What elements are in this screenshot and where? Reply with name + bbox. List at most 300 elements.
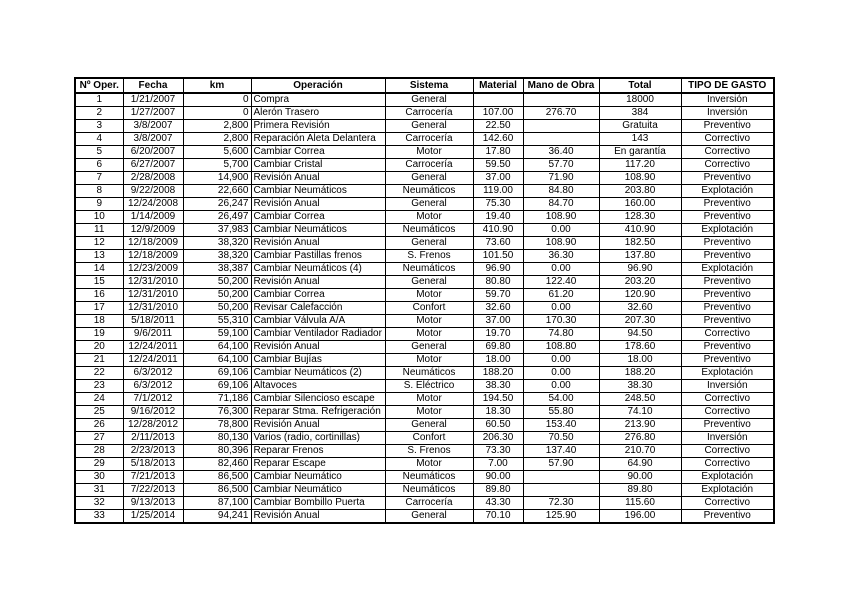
cell-mano-de-obra: 0.00	[523, 302, 599, 315]
cell-tipo-de-gasto: Preventivo	[681, 211, 774, 224]
cell-operacion: Revisión Anual	[251, 198, 385, 211]
cell-sistema: General	[385, 237, 473, 250]
cell-sistema: Carrocería	[385, 107, 473, 120]
header-sistema: Sistema	[385, 78, 473, 93]
table-row	[75, 419, 774, 432]
cell-material: 80.80	[473, 276, 523, 289]
cell-num-oper: 12	[75, 237, 123, 250]
cell-operacion: Revisión Anual	[251, 341, 385, 354]
header-operacion: Operación	[251, 78, 385, 93]
cell-mano-de-obra	[523, 120, 599, 133]
table-row	[75, 185, 774, 198]
cell-sistema: Motor	[385, 393, 473, 406]
cell-sistema: Motor	[385, 354, 473, 367]
header-num-oper: Nº Oper.	[75, 78, 123, 93]
cell-mano-de-obra	[523, 471, 599, 484]
cell-total: 18000	[599, 93, 681, 107]
cell-fecha: 2/23/2013	[123, 445, 183, 458]
cell-material: 19.40	[473, 211, 523, 224]
cell-num-oper: 5	[75, 146, 123, 159]
cell-material: 70.10	[473, 510, 523, 524]
cell-num-oper: 3	[75, 120, 123, 133]
cell-km: 86,500	[183, 471, 251, 484]
cell-mano-de-obra: 122.40	[523, 276, 599, 289]
cell-km: 37,983	[183, 224, 251, 237]
cell-mano-de-obra: 0.00	[523, 380, 599, 393]
header-mano-de-obra: Mano de Obra	[523, 78, 599, 93]
header-material: Material	[473, 78, 523, 93]
cell-tipo-de-gasto: Inversión	[681, 432, 774, 445]
cell-operacion: Cambiar Pastillas frenos	[251, 250, 385, 263]
cell-tipo-de-gasto: Correctivo	[681, 159, 774, 172]
table-row	[75, 497, 774, 510]
cell-material: 90.00	[473, 471, 523, 484]
cell-tipo-de-gasto: Explotación	[681, 367, 774, 380]
cell-km: 82,460	[183, 458, 251, 471]
cell-sistema: Neumáticos	[385, 224, 473, 237]
cell-operacion: Varios (radio, cortinillas)	[251, 432, 385, 445]
table-row	[75, 250, 774, 263]
cell-fecha: 3/8/2007	[123, 133, 183, 146]
cell-operacion: Revisión Anual	[251, 276, 385, 289]
cell-material: 18.00	[473, 354, 523, 367]
cell-total: 203.80	[599, 185, 681, 198]
cell-tipo-de-gasto: Preventivo	[681, 276, 774, 289]
cell-material: 7.00	[473, 458, 523, 471]
cell-total: 74.10	[599, 406, 681, 419]
table-row	[75, 146, 774, 159]
cell-tipo-de-gasto: Preventivo	[681, 237, 774, 250]
cell-km: 76,300	[183, 406, 251, 419]
cell-fecha: 9/22/2008	[123, 185, 183, 198]
cell-sistema: General	[385, 120, 473, 133]
cell-fecha: 6/27/2007	[123, 159, 183, 172]
cell-km: 80,396	[183, 445, 251, 458]
cell-material: 60.50	[473, 419, 523, 432]
cell-num-oper: 8	[75, 185, 123, 198]
cell-num-oper: 14	[75, 263, 123, 276]
cell-sistema: Motor	[385, 146, 473, 159]
cell-num-oper: 20	[75, 341, 123, 354]
cell-material: 75.30	[473, 198, 523, 211]
cell-material: 96.90	[473, 263, 523, 276]
cell-mano-de-obra: 108.90	[523, 237, 599, 250]
cell-fecha: 7/21/2013	[123, 471, 183, 484]
cell-tipo-de-gasto: Preventivo	[681, 315, 774, 328]
cell-sistema: Motor	[385, 406, 473, 419]
cell-total: 213.90	[599, 419, 681, 432]
cell-sistema: Motor	[385, 289, 473, 302]
cell-km: 5,700	[183, 159, 251, 172]
cell-mano-de-obra: 153.40	[523, 419, 599, 432]
cell-tipo-de-gasto: Correctivo	[681, 445, 774, 458]
cell-tipo-de-gasto: Preventivo	[681, 198, 774, 211]
cell-km: 38,320	[183, 237, 251, 250]
cell-fecha: 6/3/2012	[123, 367, 183, 380]
table-row	[75, 133, 774, 146]
cell-operacion: Cambiar Neumáticos	[251, 185, 385, 198]
table-row	[75, 172, 774, 185]
table-row	[75, 93, 774, 107]
table-row	[75, 302, 774, 315]
cell-fecha: 12/18/2009	[123, 250, 183, 263]
cell-mano-de-obra: 108.80	[523, 341, 599, 354]
cell-material	[473, 93, 523, 107]
cell-sistema: General	[385, 510, 473, 524]
cell-tipo-de-gasto: Inversión	[681, 107, 774, 120]
cell-material: 22.50	[473, 120, 523, 133]
table-row	[75, 224, 774, 237]
table-row	[75, 510, 774, 524]
cell-km: 26,247	[183, 198, 251, 211]
cell-material: 107.00	[473, 107, 523, 120]
cell-total: 117.20	[599, 159, 681, 172]
cell-km: 87,100	[183, 497, 251, 510]
cell-fecha: 6/3/2012	[123, 380, 183, 393]
cell-operacion: Cambiar Cristal	[251, 159, 385, 172]
cell-material: 410.90	[473, 224, 523, 237]
cell-mano-de-obra: 54.00	[523, 393, 599, 406]
cell-km: 50,200	[183, 276, 251, 289]
header-km: km	[183, 78, 251, 93]
cell-fecha: 12/18/2009	[123, 237, 183, 250]
cell-operacion: Cambiar Silencioso escape	[251, 393, 385, 406]
table-row	[75, 393, 774, 406]
cell-operacion: Revisar Calefacción	[251, 302, 385, 315]
table-row	[75, 107, 774, 120]
cell-mano-de-obra: 84.80	[523, 185, 599, 198]
cell-total: 137.80	[599, 250, 681, 263]
cell-material: 194.50	[473, 393, 523, 406]
cell-km: 69,106	[183, 367, 251, 380]
cell-num-oper: 1	[75, 93, 123, 107]
cell-num-oper: 7	[75, 172, 123, 185]
cell-fecha: 7/22/2013	[123, 484, 183, 497]
cell-fecha: 12/31/2010	[123, 289, 183, 302]
header-row	[75, 78, 774, 93]
cell-mano-de-obra: 70.50	[523, 432, 599, 445]
table-row	[75, 237, 774, 250]
table-row	[75, 458, 774, 471]
cell-tipo-de-gasto: Preventivo	[681, 289, 774, 302]
cell-km: 78,800	[183, 419, 251, 432]
cell-fecha: 9/16/2012	[123, 406, 183, 419]
cell-km: 14,900	[183, 172, 251, 185]
cell-fecha: 1/21/2007	[123, 93, 183, 107]
cell-operacion: Altavoces	[251, 380, 385, 393]
cell-sistema: Neumáticos	[385, 484, 473, 497]
cell-total: Gratuita	[599, 120, 681, 133]
cell-km: 2,800	[183, 120, 251, 133]
cell-sistema: S. Frenos	[385, 250, 473, 263]
cell-material: 32.60	[473, 302, 523, 315]
table-row	[75, 328, 774, 341]
cell-num-oper: 33	[75, 510, 123, 524]
cell-total: 196.00	[599, 510, 681, 524]
cell-fecha: 1/27/2007	[123, 107, 183, 120]
cell-material: 73.60	[473, 237, 523, 250]
table-row	[75, 289, 774, 302]
cell-total: 160.00	[599, 198, 681, 211]
cell-num-oper: 15	[75, 276, 123, 289]
cell-material: 59.50	[473, 159, 523, 172]
cell-km: 26,497	[183, 211, 251, 224]
cell-operacion: Revisión Anual	[251, 237, 385, 250]
cell-km: 38,320	[183, 250, 251, 263]
cell-sistema: Neumáticos	[385, 471, 473, 484]
cell-km: 80,130	[183, 432, 251, 445]
cell-fecha: 3/8/2007	[123, 120, 183, 133]
cell-operacion: Reparación Aleta Delantera	[251, 133, 385, 146]
cell-total: 115.60	[599, 497, 681, 510]
cell-mano-de-obra: 0.00	[523, 354, 599, 367]
cell-fecha: 1/14/2009	[123, 211, 183, 224]
cell-tipo-de-gasto: Explotación	[681, 484, 774, 497]
cell-material: 37.00	[473, 315, 523, 328]
cell-material: 73.30	[473, 445, 523, 458]
cell-num-oper: 31	[75, 484, 123, 497]
cell-fecha: 2/28/2008	[123, 172, 183, 185]
cell-sistema: S. Eléctrico	[385, 380, 473, 393]
cell-operacion: Reparar Escape	[251, 458, 385, 471]
cell-num-oper: 6	[75, 159, 123, 172]
cell-mano-de-obra: 74.80	[523, 328, 599, 341]
table-row	[75, 198, 774, 211]
cell-mano-de-obra: 71.90	[523, 172, 599, 185]
table-row	[75, 367, 774, 380]
cell-operacion: Cambiar Correa	[251, 146, 385, 159]
cell-fecha: 9/13/2013	[123, 497, 183, 510]
cell-mano-de-obra: 276.70	[523, 107, 599, 120]
cell-operacion: Reparar Stma. Refrigeración	[251, 406, 385, 419]
cell-operacion: Compra	[251, 93, 385, 107]
cell-num-oper: 9	[75, 198, 123, 211]
cell-tipo-de-gasto: Inversión	[681, 93, 774, 107]
cell-mano-de-obra: 137.40	[523, 445, 599, 458]
cell-mano-de-obra: 0.00	[523, 224, 599, 237]
cell-fecha: 12/23/2009	[123, 263, 183, 276]
cell-km: 5,600	[183, 146, 251, 159]
cell-operacion: Cambiar Bombillo Puerta	[251, 497, 385, 510]
cell-sistema: General	[385, 198, 473, 211]
cell-sistema: Motor	[385, 458, 473, 471]
cell-sistema: Neumáticos	[385, 263, 473, 276]
cell-km: 0	[183, 107, 251, 120]
cell-sistema: S. Frenos	[385, 445, 473, 458]
cell-fecha: 12/24/2011	[123, 341, 183, 354]
cell-material: 18.30	[473, 406, 523, 419]
cell-fecha: 2/11/2013	[123, 432, 183, 445]
cell-num-oper: 30	[75, 471, 123, 484]
cell-material: 59.70	[473, 289, 523, 302]
table-row	[75, 380, 774, 393]
table-row	[75, 406, 774, 419]
cell-fecha: 12/31/2010	[123, 276, 183, 289]
cell-tipo-de-gasto: Correctivo	[681, 133, 774, 146]
cell-fecha: 12/28/2012	[123, 419, 183, 432]
cell-fecha: 12/24/2011	[123, 354, 183, 367]
cell-operacion: Revisión Anual	[251, 172, 385, 185]
cell-km: 71,186	[183, 393, 251, 406]
table-row	[75, 211, 774, 224]
cell-tipo-de-gasto: Correctivo	[681, 406, 774, 419]
table-row	[75, 315, 774, 328]
cell-sistema: General	[385, 419, 473, 432]
cell-km: 22,660	[183, 185, 251, 198]
cell-total: 89.80	[599, 484, 681, 497]
cell-fecha: 12/9/2009	[123, 224, 183, 237]
cell-total: 108.90	[599, 172, 681, 185]
table-row	[75, 432, 774, 445]
cell-num-oper: 21	[75, 354, 123, 367]
cell-fecha: 12/31/2010	[123, 302, 183, 315]
cell-mano-de-obra: 55.80	[523, 406, 599, 419]
cell-mano-de-obra: 72.30	[523, 497, 599, 510]
cell-tipo-de-gasto: Explotación	[681, 263, 774, 276]
cell-km: 0	[183, 93, 251, 107]
cell-sistema: Carrocería	[385, 133, 473, 146]
cell-operacion: Revisión Anual	[251, 419, 385, 432]
cell-operacion: Primera Revisión	[251, 120, 385, 133]
cell-sistema: Carrocería	[385, 497, 473, 510]
cell-total: En garantía	[599, 146, 681, 159]
table-row	[75, 159, 774, 172]
cell-sistema: General	[385, 172, 473, 185]
cell-total: 207.30	[599, 315, 681, 328]
cell-material: 19.70	[473, 328, 523, 341]
cell-tipo-de-gasto: Correctivo	[681, 328, 774, 341]
table-row	[75, 276, 774, 289]
cell-material: 101.50	[473, 250, 523, 263]
cell-mano-de-obra: 108.90	[523, 211, 599, 224]
cell-total: 210.70	[599, 445, 681, 458]
cell-mano-de-obra: 61.20	[523, 289, 599, 302]
cell-sistema: General	[385, 93, 473, 107]
cell-total: 188.20	[599, 367, 681, 380]
cell-tipo-de-gasto: Inversión	[681, 380, 774, 393]
cell-num-oper: 27	[75, 432, 123, 445]
cell-tipo-de-gasto: Explotación	[681, 185, 774, 198]
cell-num-oper: 13	[75, 250, 123, 263]
cell-mano-de-obra	[523, 133, 599, 146]
cell-total: 96.90	[599, 263, 681, 276]
cell-operacion: Cambiar Correa	[251, 289, 385, 302]
cell-operacion: Alerón Trasero	[251, 107, 385, 120]
cell-tipo-de-gasto: Preventivo	[681, 250, 774, 263]
cell-fecha: 5/18/2011	[123, 315, 183, 328]
cell-sistema: Neumáticos	[385, 185, 473, 198]
cell-material: 37.00	[473, 172, 523, 185]
cell-km: 64,100	[183, 341, 251, 354]
cell-total: 410.90	[599, 224, 681, 237]
cell-km: 59,100	[183, 328, 251, 341]
cell-material: 17.80	[473, 146, 523, 159]
table-body	[75, 93, 774, 523]
cell-tipo-de-gasto: Preventivo	[681, 510, 774, 524]
cell-km: 69,106	[183, 380, 251, 393]
cell-operacion: Cambiar Bujías	[251, 354, 385, 367]
cell-num-oper: 10	[75, 211, 123, 224]
table-row	[75, 445, 774, 458]
cell-num-oper: 29	[75, 458, 123, 471]
cell-num-oper: 22	[75, 367, 123, 380]
cell-tipo-de-gasto: Preventivo	[681, 341, 774, 354]
cell-tipo-de-gasto: Preventivo	[681, 302, 774, 315]
maintenance-table	[74, 77, 775, 524]
cell-tipo-de-gasto: Correctivo	[681, 497, 774, 510]
cell-fecha: 1/25/2014	[123, 510, 183, 524]
cell-num-oper: 16	[75, 289, 123, 302]
header-tipo-de-gasto: TIPO DE GASTO	[681, 78, 774, 93]
cell-operacion: Cambiar Neumáticos (2)	[251, 367, 385, 380]
cell-sistema: Motor	[385, 315, 473, 328]
cell-tipo-de-gasto: Explotación	[681, 224, 774, 237]
cell-total: 248.50	[599, 393, 681, 406]
cell-km: 50,200	[183, 289, 251, 302]
cell-total: 203.20	[599, 276, 681, 289]
cell-km: 2,800	[183, 133, 251, 146]
cell-mano-de-obra	[523, 484, 599, 497]
cell-tipo-de-gasto: Preventivo	[681, 354, 774, 367]
cell-sistema: Motor	[385, 328, 473, 341]
table-row	[75, 471, 774, 484]
cell-sistema: Confort	[385, 302, 473, 315]
cell-fecha: 6/20/2007	[123, 146, 183, 159]
cell-km: 55,310	[183, 315, 251, 328]
cell-operacion: Revisión Anual	[251, 510, 385, 524]
cell-km: 94,241	[183, 510, 251, 524]
cell-sistema: Motor	[385, 211, 473, 224]
cell-tipo-de-gasto: Correctivo	[681, 458, 774, 471]
cell-mano-de-obra: 57.90	[523, 458, 599, 471]
cell-mano-de-obra: 36.40	[523, 146, 599, 159]
cell-operacion: Cambiar Neumático	[251, 471, 385, 484]
cell-num-oper: 26	[75, 419, 123, 432]
cell-material: 119.00	[473, 185, 523, 198]
cell-tipo-de-gasto: Preventivo	[681, 419, 774, 432]
cell-fecha: 7/1/2012	[123, 393, 183, 406]
table-row	[75, 341, 774, 354]
cell-num-oper: 2	[75, 107, 123, 120]
cell-material: 142.60	[473, 133, 523, 146]
cell-operacion: Cambiar Neumáticos	[251, 224, 385, 237]
cell-operacion: Cambiar Neumático	[251, 484, 385, 497]
cell-operacion: Cambiar Correa	[251, 211, 385, 224]
cell-operacion: Reparar Frenos	[251, 445, 385, 458]
cell-total: 178.60	[599, 341, 681, 354]
cell-km: 38,387	[183, 263, 251, 276]
cell-mano-de-obra: 36.30	[523, 250, 599, 263]
cell-tipo-de-gasto: Correctivo	[681, 393, 774, 406]
cell-mano-de-obra	[523, 93, 599, 107]
cell-tipo-de-gasto: Explotación	[681, 471, 774, 484]
cell-num-oper: 24	[75, 393, 123, 406]
cell-mano-de-obra: 0.00	[523, 367, 599, 380]
cell-total: 90.00	[599, 471, 681, 484]
cell-fecha: 9/6/2011	[123, 328, 183, 341]
cell-num-oper: 4	[75, 133, 123, 146]
cell-material: 69.80	[473, 341, 523, 354]
cell-operacion: Cambiar Ventilador Radiador	[251, 328, 385, 341]
table-row	[75, 263, 774, 276]
cell-num-oper: 28	[75, 445, 123, 458]
cell-tipo-de-gasto: Correctivo	[681, 146, 774, 159]
cell-total: 384	[599, 107, 681, 120]
cell-total: 182.50	[599, 237, 681, 250]
cell-km: 50,200	[183, 302, 251, 315]
cell-sistema: Confort	[385, 432, 473, 445]
cell-mano-de-obra: 125.90	[523, 510, 599, 524]
